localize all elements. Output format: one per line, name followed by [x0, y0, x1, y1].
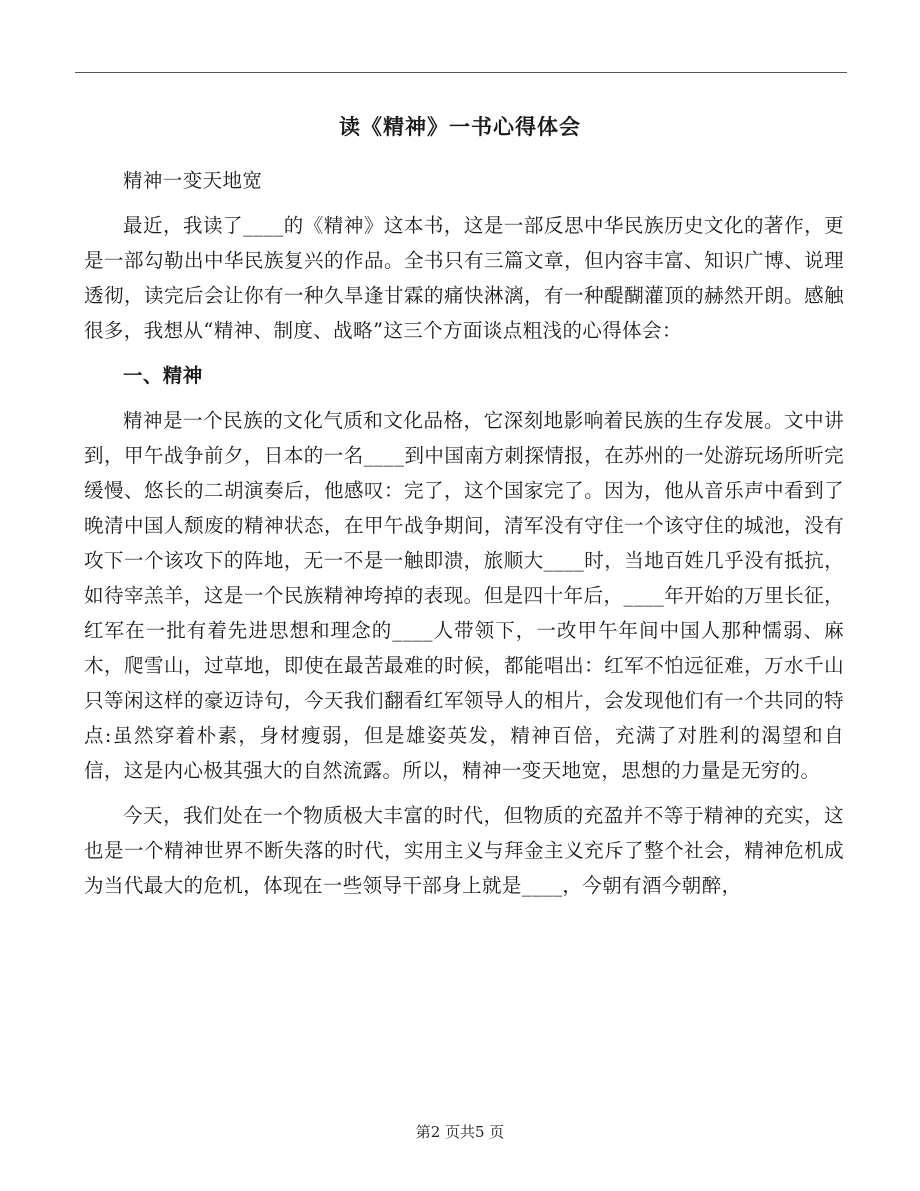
- page-number: 第2 页共5 页: [415, 1123, 505, 1141]
- document-title: 读《精神》一书心得体会: [339, 114, 581, 139]
- header-rule: [75, 72, 847, 73]
- paragraph-intro: 最近，我读了____的《精神》这本书，这是一部反思中华民族历史文化的著作，更是一部勾勒出中华民族复兴的作品。全书只有三篇文章，但内容丰富、知识广博、说理透彻，读完后会让你有一种久旱逢甘霖的痛快淋漓，有一种醍醐灌顶的赫然开朗。感触很多，我想从“精神、制度、战略”这三个方面谈点粗浅的心得体会：: [84, 214, 844, 342]
- paragraph-today: 今天，我们处在一个物质极大丰富的时代，但物质的充盈并不等于精神的充实，这也是一个精神世界不断失落的时代，实用主义与拜金主义充斥了整个社会，精神危机成为当代最大的危机，体现在一些领导干部身上就是____，今朝有酒今朝醉，: [84, 804, 844, 897]
- section-heading: 一、精神: [123, 364, 203, 387]
- document-body: [84, 163, 844, 913]
- subtitle: 精神一变天地宽: [123, 169, 263, 192]
- paragraph-spirit: 精神是一个民族的文化气质和文化品格，它深刻地影响着民族的生存发展。文中讲到，甲午战争前夕，日本的一名____到中国南方刺探情报，在苏州的一处游玩场所听完缓慢、悠长的二胡演奏后，他感叹：完了，这个国家完了。因为，他从音乐声中看到了晚清中国人颓废的精神状态，在甲午战争期间，清军没有守住一个该守住的城池，没有攻下一个该攻下的阵地，无一不是一触即溃，旅顺大____时，当地百姓几乎没有抵抗，如待宰羔羊，这是一个民族精神垮掉的表现。但是四十年后，____年开始的万里长征，红军在一批有着先进思想和理念的____人带领下，一改甲午年间中国人那种懦弱、麻木，爬雪山，过草地，即使在最苦最难的时候，都能唱出：红军不怕远征难，万水千山只等闲这样的豪迈诗句，今天我们翻看红军领导人的相片，会发现他们有一个共同的特点:虽然穿着朴素，身材瘦弱，但是雄姿英发，精神百倍，充满了对胜利的渴望和自信，这是内心极其强大的自然流露。所以，精神一变天地宽，思想的力量是无穷的。: [84, 409, 844, 782]
